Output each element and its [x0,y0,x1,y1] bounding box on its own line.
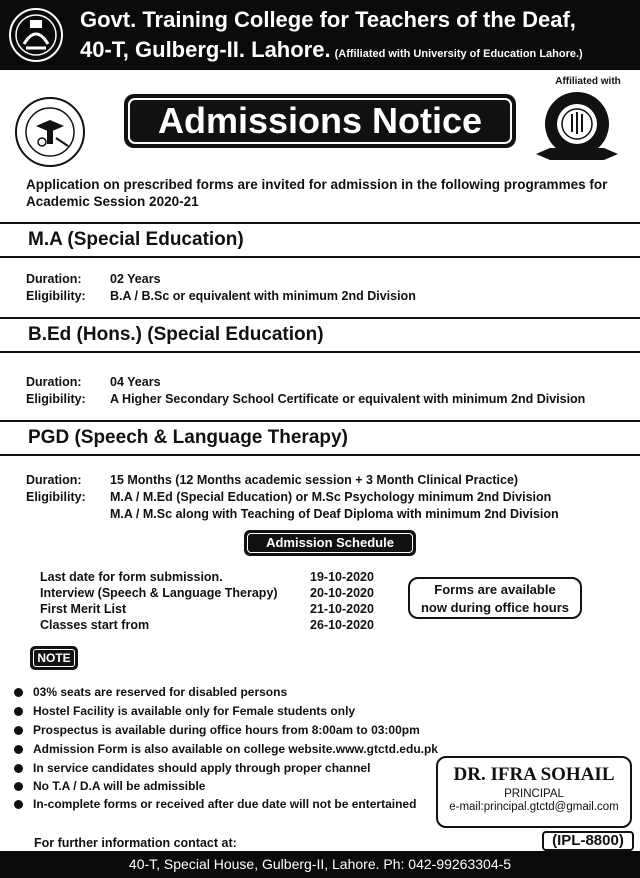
duration-value: 04 Years [110,375,161,389]
note-item [14,723,420,737]
intro-text: Application on prescribed forms are invited for admission in the following programmes for Academic Session 2020-21 [26,177,608,209]
duration-label: Duration: [26,473,82,487]
forms-line-2: now during office hours [420,600,570,615]
schedule-item-date: 20-10-2020 [310,586,374,600]
contact-text: For further information contact at: [34,836,237,850]
eligibility-value: B.A / B.Sc or equivalent with minimum 2nd Division [110,289,416,303]
schedule-item-date: 26-10-2020 [310,618,374,632]
bullet-icon [14,764,23,773]
note-item [14,761,370,775]
note-item-text: Hostel Facility is available only for Female students only [33,704,356,718]
schedule-item-label: Interview (Speech & Language Therapy) [40,586,278,600]
note-item [14,797,416,811]
eligibility-label: Eligibility: [26,289,86,303]
admission-schedule-box [244,530,416,556]
principal-email: e-mail:principal.gtctd@gmail.com [449,801,619,813]
principal-title: PRINCIPAL [504,788,564,800]
eligibility-value: M.A / M.Sc along with Teaching of Deaf Diploma with minimum 2nd Division [110,507,559,521]
punjab-govt-emblem-icon [8,6,64,64]
principal-name: DR. IFRA SOHAIL [453,764,615,785]
note-item [14,685,287,699]
affiliation-text: (Affiliated with University of Education Lahore.) [334,48,583,60]
note-item-text: In-complete forms or received after due date will not be entertained [33,797,417,811]
note-item-text: Admission Form is also available on college website.www.gtctd.edu.pk [33,742,438,756]
forms-line-1: Forms are available [434,582,556,597]
affiliated-with-label: Affiliated with [555,76,621,87]
bullet-icon [14,782,23,791]
college-address [80,37,583,63]
bullet-icon [14,726,23,735]
principal-box [436,756,632,828]
duration-value: 15 Months (12 Months academic session + 3 Month Clinical Practice) [110,473,519,487]
note-box [30,646,78,670]
schedule-item-label: Last date for form submission. [40,570,223,584]
schedule-item-label: Classes start from [40,618,150,632]
schedule-item-date: 21-10-2020 [310,602,374,616]
program-heading-bed: B.Ed (Hons.) (Special Education) [0,317,640,353]
college-seal-icon [14,96,86,168]
admission-schedule-title: Admission Schedule [247,533,413,553]
schedule-item-date: 19-10-2020 [310,570,374,584]
eligibility-value: M.A / M.Ed (Special Education) or M.Sc Psychology minimum 2nd Division [110,490,552,504]
footer-address: 40-T, Special House, Gulberg-II, Lahore. Ph: 042-99263304-5 [0,851,640,878]
ipl-code: (IPL-8800) [542,831,634,851]
note-label: NOTE [33,649,75,667]
note-item-text: Prospectus is available during office hours from 8:00am to 03:00pm [33,723,420,737]
bullet-icon [14,688,23,697]
forms-available-box [408,577,582,619]
note-item [14,742,438,756]
note-item-text: 03% seats are reserved for disabled persons [33,685,288,699]
duration-label: Duration: [26,375,82,389]
college-name: Govt. Training College for Teachers of the Deaf, [80,7,576,32]
duration-label: Duration: [26,272,82,286]
program-heading-pgd: PGD (Speech & Language Therapy) [0,420,640,456]
college-address-text: 40-T, Gulberg-II. Lahore. [80,37,331,62]
university-seal-icon [530,88,624,168]
admissions-title-box [124,94,516,148]
duration-value: 02 Years [110,272,161,286]
eligibility-label: Eligibility: [26,392,86,406]
header-banner [0,0,640,70]
note-item [14,779,205,793]
eligibility-label: Eligibility: [26,490,86,504]
note-item [14,704,355,718]
program-heading-ma: M.A (Special Education) [0,222,640,258]
bullet-icon [14,707,23,716]
note-item-text: No T.A / D.A will be admissible [33,779,206,793]
schedule-item-label: First Merit List [40,602,127,616]
bullet-icon [14,800,23,809]
note-item-text: In service candidates should apply through proper channel [33,761,371,775]
eligibility-value: A Higher Secondary School Certificate or equivalent with minimum 2nd Division [110,392,586,406]
page-title: Admissions Notice [128,98,512,144]
bullet-icon [14,745,23,754]
